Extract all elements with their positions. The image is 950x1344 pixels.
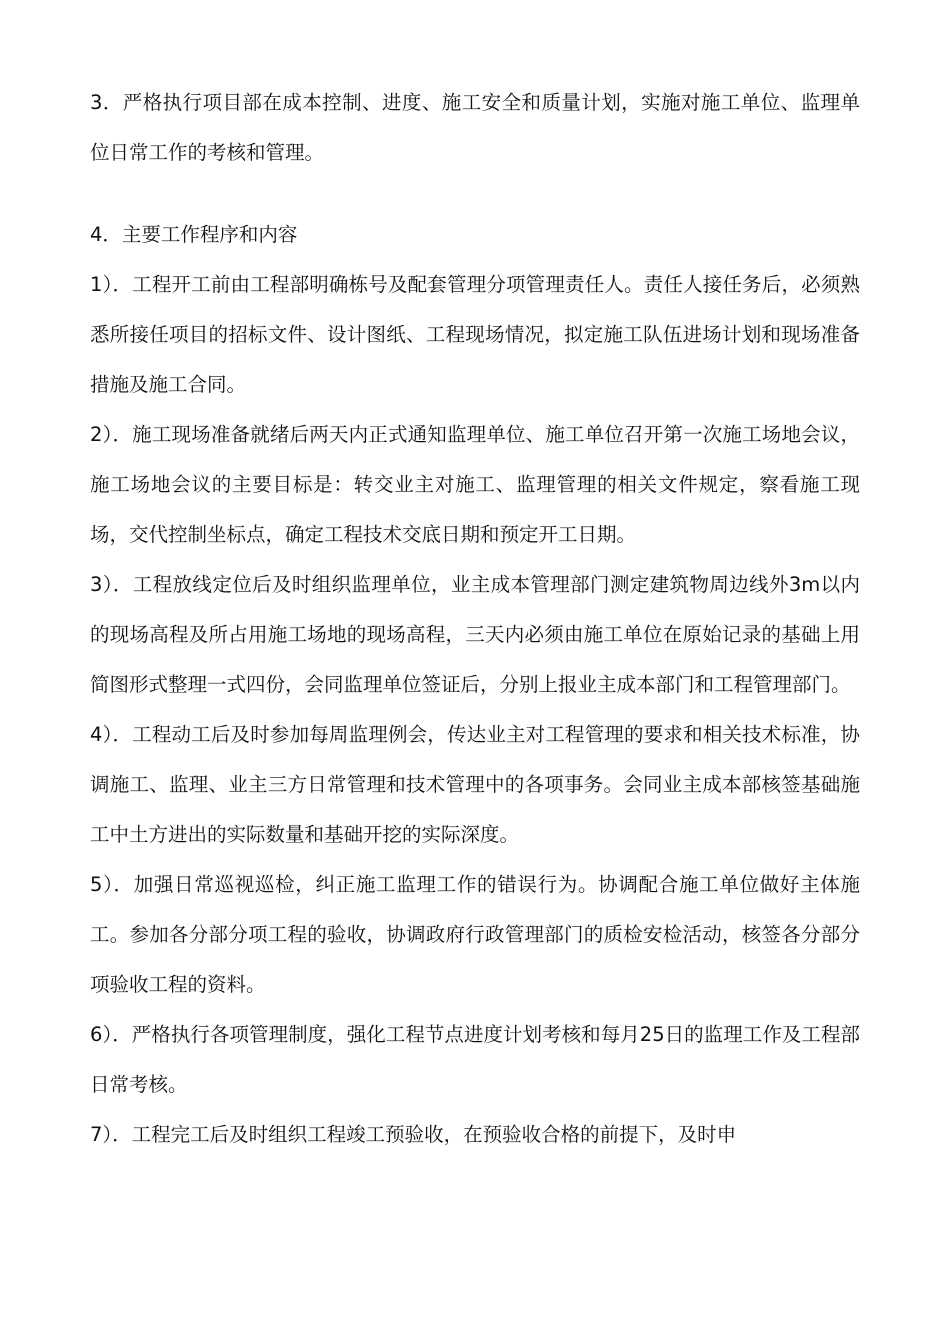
list-item-6: 6）．严格执行各项管理制度，强化工程节点进度计划考核和每月25日的监理工作及工程部日常考核。 [90, 1023, 860, 1096]
list-item-2: 2）．施工现场准备就绪后两天内正式通知监理单位、施工单位召开第一次施工场地会议，施工场地会议的主要目标是：转交业主对施工、监理管理的相关文件规定，察看施工现场，交代控制坐标点，确定工程技术交底日期和预定开工日期。 [90, 423, 860, 546]
list-item-7: 7）．工程完工后及时组织工程竣工预验收，在预验收合格的前提下，及时申 [90, 1123, 737, 1146]
section-heading-4-procedures: 4．主要工作程序和内容 [90, 223, 298, 246]
list-item-5: 5）．加强日常巡视巡检，纠正施工监理工作的错误行为。协调配合施工单位做好主体施工。参加各分部分项工程的验收，协调政府行政管理部门的质检安检活动，核签各分部分项验收工程的资料。 [90, 873, 860, 996]
paragraph-3-execution: 3．严格执行项目部在成本控制、进度、施工安全和质量计划，实施对施工单位、监理单位日常工作的考核和管理。 [90, 91, 860, 164]
list-item-3: 3）．工程放线定位后及时组织监理单位，业主成本管理部门测定建筑物周边线外3m以内的现场高程及所占用施工场地的现场高程，三天内必须由施工单位在原始记录的基础上用简图形式整理一式四份，会同监理单位签证后，分别上报业主成本部门和工程管理部门。 [90, 573, 860, 696]
list-item-4: 4）．工程动工后及时参加每周监理例会，传达业主对工程管理的要求和相关技术标准，协调施工、监理、业主三方日常管理和技术管理中的各项事务。会同业主成本部核签基础施工中土方进出的实际数量和基础开挖的实际深度。 [90, 723, 860, 846]
list-item-1: 1）．工程开工前由工程部明确栋号及配套管理分项管理责任人。责任人接任务后，必须熟悉所接任项目的招标文件、设计图纸、工程现场情况，拟定施工队伍进场计划和现场准备措施及施工合同。 [90, 273, 860, 396]
document-page [90, 78, 860, 1160]
